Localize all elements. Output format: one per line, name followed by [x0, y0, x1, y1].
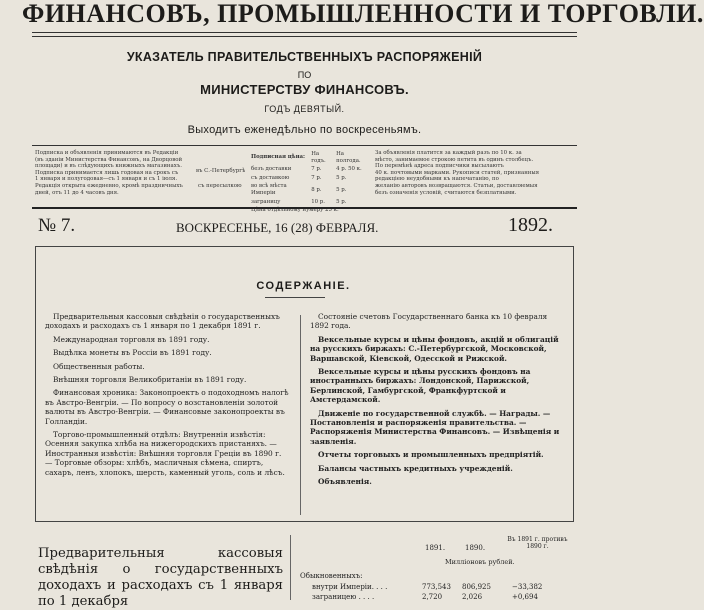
info-line: безъ означенія условій, считаются безплатными.: [375, 189, 517, 196]
advertising-info: [375, 150, 575, 196]
subtitle-line-1: УКАЗАТЕЛЬ ПРАВИТЕЛЬСТВЕННЫХЪ РАСПОРЯЖЕНІЙ: [126, 50, 483, 64]
price-cell: заграницу: [251, 198, 281, 205]
info-line: 1 января и полугодовая—съ 1 января и съ 1 іюля.: [35, 176, 178, 183]
postage-label: съ пересылкою: [198, 183, 242, 189]
contents-item: Общественныя работы.: [53, 361, 145, 371]
price-row: [250, 174, 370, 183]
contents-item: Международная торговля въ 1891 году.: [53, 334, 210, 344]
info-line: дней, отъ 11 до 4 часовъ дня.: [35, 189, 119, 196]
table-cell: +0,694: [512, 593, 538, 601]
issue-date: ВОСКРЕСЕНЬЕ, 16 (28) ФЕВРАЛЯ.: [176, 220, 379, 235]
contents-divider: [300, 315, 301, 515]
info-line: желанію авторовъ возвращаются. Статьи, доставляемыя: [375, 182, 538, 189]
contents-item: Объявленія.: [318, 477, 372, 487]
table-header: 1891.: [425, 544, 446, 552]
price-cell: 5 р.: [336, 186, 347, 193]
article-heading-text: Предварительныя кассовыя свѣдѣнія о государственныхъ доходахъ и расходахъ съ 1 января по 1 декабря: [38, 546, 283, 609]
table-cell: 773,543: [422, 583, 451, 591]
contents-item: Финансовая хроника: Законопроектъ о подоходномъ налогѣ въ Австро-Венгріи. — По вопросу о возстановленіи золотой валюты въ Австро-Венгріи. — Финансовые законопроекты въ Голландіи.: [45, 388, 289, 426]
column-divider: [290, 535, 291, 600]
price-cell: 8 р.: [311, 186, 322, 193]
contents-item: Торгово-промышленный отдѣлъ: Внутреннія извѣстія: Осенняя закупка хлѣба на нижегородскихъ пристаняхъ. — Иностранныя извѣстія: Внѣшняя торговля Греціи въ 1890 г. — Торговые обзоры: хлѣбъ, масличныя сѣмена, спиртъ, сахаръ, ленъ, хлопокъ, шерсть, каменный уголь, соль и лѣсъ.: [45, 430, 285, 477]
subtitle-year: ГОДЪ ДЕВЯТЫЙ.: [264, 104, 345, 114]
price-header-row: [250, 150, 370, 165]
price-cell: безъ доставки: [251, 166, 292, 173]
table-units: Милліоновъ рублей.: [445, 558, 515, 566]
contents-item: Внѣшняя торговля Великобританіи въ 1891 году.: [53, 375, 247, 385]
contents-item: Отчеты торговыхъ и промышленныхъ предпріятій.: [318, 450, 544, 460]
masthead-rule-2: [32, 36, 577, 37]
price-header: На полгода.: [336, 151, 361, 164]
info-line: За объявленія платится за каждый разъ по 10 к. за: [375, 150, 522, 156]
contents-item: Вексельные курсы и цѣны фондовъ, акцій и облигацій на русскихъ биржахъ: С.-Петербургской, Московской, Варшавской, Кіевской, Одесской и Рижской.: [310, 334, 559, 363]
price-cell: 7 р.: [311, 174, 322, 181]
price-cell: 5 р.: [336, 198, 347, 205]
contents-right-column: [310, 312, 565, 491]
table-row-label: Обыкновенныхъ:: [300, 572, 363, 580]
contents-item: Выдѣлка монеты въ Россіи въ 1891 году.: [53, 348, 212, 358]
issue-year: 1892.: [508, 214, 553, 236]
info-line: Подписка и объявленія принимаются въ Редакціи: [35, 150, 179, 156]
price-row: [250, 182, 370, 197]
issue-top-rule: [32, 207, 577, 209]
price-header: На годъ.: [311, 151, 326, 164]
table-cell: 806,925: [462, 583, 491, 591]
subtitle-line-2: ПО: [297, 70, 312, 80]
info-line: мѣсто, занимаемое строкою петита въ одинъ столбецъ.: [375, 156, 534, 163]
contents-item: Движеніе по государственной службѣ. — Награды. — Постановленія и распоряженія правительства. — Распоряженія Министерства Финансовъ. — Извѣщенія и заявленія.: [310, 408, 560, 446]
issue-number: № 7.: [38, 215, 76, 236]
price-row: [250, 165, 370, 174]
info-line: площади) и въ слѣдующихъ книжныхъ магазинахъ.: [35, 163, 182, 170]
info-line: редакціею неудобными къ напечатанію, по: [375, 176, 499, 183]
subscription-info: [35, 150, 195, 196]
info-top-rule: [32, 145, 577, 146]
table-header: 1890.: [465, 544, 486, 552]
subtitle-frequency: Выходитъ еженедѣльно по воскресеньямъ.: [187, 124, 422, 136]
info-line: Подписка принимается лишь годовая на срокъ съ: [35, 169, 179, 176]
table-header: Въ 1891 г. противъ 1890 г.: [507, 536, 568, 550]
masthead-title: ФИНАНСОВЪ, ПРОМЫШЛЕННОСТИ И ТОРГОВЛИ.: [22, 0, 704, 28]
city-label: въ С.-Петербургѣ: [196, 168, 246, 174]
table-cell: 2,026: [462, 593, 483, 601]
price-cell: съ доставкою: [251, 174, 290, 181]
info-line: 40 к. почтовыми марками. Рукописи статей, признанныя: [375, 169, 540, 176]
contents-item: Предварительныя кассовыя свѣдѣнія о государственныхъ доходахъ и расходахъ съ 1 января по 1 декабря 1891 г.: [45, 312, 280, 331]
price-cell: во всѣ мѣста Имперіи: [251, 183, 287, 196]
info-line: (въ зданіи Министерства Финансовъ, на Дворцовой: [35, 156, 183, 163]
revenue-table: [300, 530, 575, 600]
contents-title-rule: [265, 297, 325, 298]
table-cell: 2,720: [422, 593, 443, 601]
price-cell: 5 р.: [336, 174, 347, 181]
price-cell: 4 р. 50 к.: [336, 166, 362, 173]
table-cell: −33,382: [512, 583, 543, 591]
table-cell: заграницею . . . .: [312, 593, 375, 601]
contents-item: Балансы частныхъ кредитныхъ учрежденій.: [318, 463, 513, 473]
info-line: По перемѣнѣ адреса подписчики высылаютъ: [375, 163, 504, 170]
price-table: [250, 150, 370, 215]
contents-item: Состояніе счетовъ Государственнаго банка къ 10 февраля 1892 года.: [310, 312, 548, 331]
masthead-rule: [32, 32, 577, 33]
price-cell: Цѣна отдѣльному нумеру 25 к.: [251, 207, 339, 214]
contents-item: Вексельные курсы и цѣны русскихъ фондовъ на иностранныхъ биржахъ: Лондонской, Парижской, Берлинской, Гамбургской, Франкфуртской и Амстердамской.: [310, 367, 531, 405]
info-line: Редакція открыта ежедневно, кромѣ праздничныхъ: [35, 182, 183, 189]
subtitle-line-3: МИНИСТЕРСТВУ ФИНАНСОВЪ.: [200, 82, 409, 97]
table-cell: внутри Имперіи. . . .: [312, 583, 388, 591]
contents-left-column: [45, 312, 290, 481]
price-header: Подписная цѣна:: [251, 154, 306, 161]
contents-title: СОДЕРЖАНІЕ.: [256, 280, 351, 292]
price-row: [250, 198, 370, 207]
price-cell: 7 р.: [311, 166, 322, 173]
price-cell: 10 р.: [311, 198, 325, 205]
